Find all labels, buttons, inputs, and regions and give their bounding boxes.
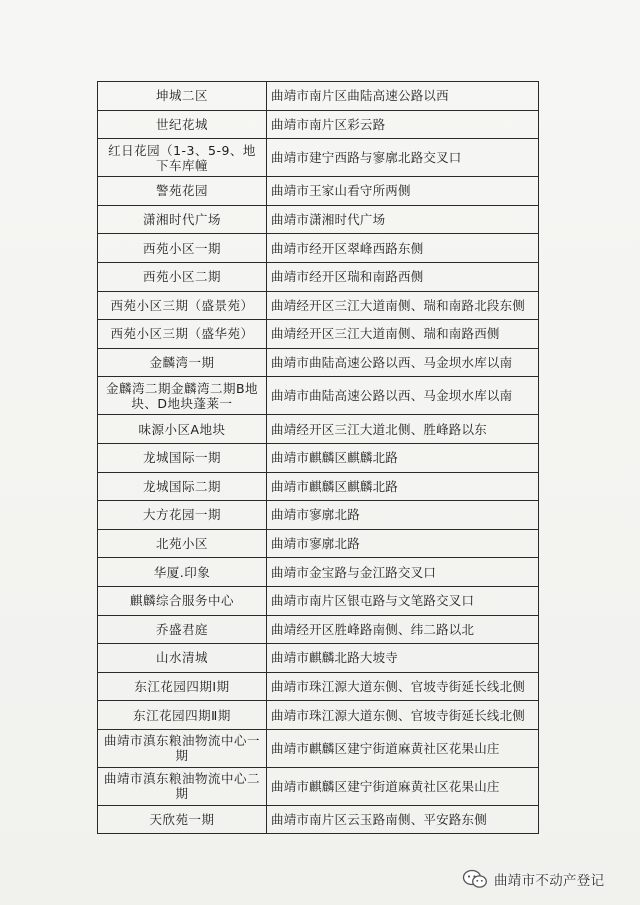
address-cell: 曲靖市王家山看守所两侧 — [267, 177, 539, 206]
table-row — [98, 110, 539, 139]
table-row — [98, 501, 539, 530]
project-name-cell: 麒麟综合服务中心 — [98, 586, 267, 615]
table-row — [98, 586, 539, 615]
project-name-cell: 东江花园四期Ⅰ期 — [98, 672, 267, 701]
project-name-cell: 金麟湾一期 — [98, 348, 267, 377]
table-row — [98, 234, 539, 263]
table-row — [98, 205, 539, 234]
table-row — [98, 82, 539, 111]
address-cell: 曲靖市珠江源大道东侧、官坡寺街延长线北侧 — [267, 701, 539, 730]
project-name-cell: 山水清城 — [98, 644, 267, 673]
address-cell: 曲靖经开区三江大道南侧、瑞和南路西侧 — [267, 320, 539, 349]
address-cell: 曲靖市建宁西路与寥廓北路交叉口 — [267, 139, 539, 177]
address-cell: 曲靖市珠江源大道东侧、官坡寺街延长线北侧 — [267, 672, 539, 701]
address-cell: 曲靖市寥廓北路 — [267, 501, 539, 530]
table-row — [98, 377, 539, 415]
project-name-cell: 红日花园（1-3、5-9、地下车库幢 — [98, 139, 267, 177]
address-cell: 曲靖市曲陆高速公路以西、马金坝水库以南 — [267, 348, 539, 377]
wechat-icon — [462, 869, 488, 889]
project-name-cell: 天欣苑一期 — [98, 805, 267, 834]
address-cell: 曲靖经开区三江大道北侧、胜峰路以东 — [267, 415, 539, 444]
table-row — [98, 320, 539, 349]
project-name-cell: 东江花园四期Ⅱ期 — [98, 701, 267, 730]
table-row — [98, 443, 539, 472]
project-name-cell: 金麟湾二期金麟湾二期B地块、D地块蓬莱一 — [98, 377, 267, 415]
project-name-cell: 潇湘时代广场 — [98, 205, 267, 234]
address-cell: 曲靖市南片区彩云路 — [267, 110, 539, 139]
project-name-cell: 华厦.印象 — [98, 558, 267, 587]
property-address-table — [97, 81, 539, 834]
table-row — [98, 767, 539, 805]
project-name-cell: 西苑小区三期（盛华苑） — [98, 320, 267, 349]
table-body — [98, 82, 539, 834]
project-name-cell: 龙城国际一期 — [98, 443, 267, 472]
table-row — [98, 139, 539, 177]
address-cell: 曲靖市麒麟区建宁街道麻黄社区花果山庄 — [267, 767, 539, 805]
table-row — [98, 672, 539, 701]
address-cell: 曲靖市经开区瑞和南路西侧 — [267, 262, 539, 291]
table-row — [98, 805, 539, 834]
table-row — [98, 558, 539, 587]
account-watermark — [462, 868, 604, 890]
table-row — [98, 291, 539, 320]
table-row — [98, 262, 539, 291]
project-name-cell: 西苑小区一期 — [98, 234, 267, 263]
project-name-cell: 世纪花城 — [98, 110, 267, 139]
project-name-cell: 警苑花园 — [98, 177, 267, 206]
project-name-cell: 曲靖市滇东粮油物流中心一期 — [98, 729, 267, 767]
table-row — [98, 644, 539, 673]
project-name-cell: 曲靖市滇东粮油物流中心二期 — [98, 767, 267, 805]
address-cell: 曲靖经开区胜峰路南侧、纬二路以北 — [267, 615, 539, 644]
address-cell: 曲靖市麒麟区麒麟北路 — [267, 472, 539, 501]
address-cell: 曲靖市南片区银屯路与文笔路交叉口 — [267, 586, 539, 615]
project-name-cell: 大方花园一期 — [98, 501, 267, 530]
address-cell: 曲靖市经开区翠峰西路东侧 — [267, 234, 539, 263]
table-row — [98, 615, 539, 644]
address-cell: 曲靖市金宝路与金江路交叉口 — [267, 558, 539, 587]
address-cell: 曲靖市潇湘时代广场 — [267, 205, 539, 234]
address-cell: 曲靖市寥廓北路 — [267, 529, 539, 558]
table-row — [98, 729, 539, 767]
table-row — [98, 529, 539, 558]
address-cell: 曲靖市曲陆高速公路以西、马金坝水库以南 — [267, 377, 539, 415]
project-name-cell: 龙城国际二期 — [98, 472, 267, 501]
table-row — [98, 348, 539, 377]
address-cell: 曲靖经开区三江大道南侧、瑞和南路北段东侧 — [267, 291, 539, 320]
project-name-cell: 味源小区A地块 — [98, 415, 267, 444]
address-cell: 曲靖市麒麟区建宁街道麻黄社区花果山庄 — [267, 729, 539, 767]
table-row — [98, 415, 539, 444]
table-row — [98, 472, 539, 501]
table-row — [98, 701, 539, 730]
project-name-cell: 西苑小区三期（盛景苑） — [98, 291, 267, 320]
project-name-cell: 北苑小区 — [98, 529, 267, 558]
address-cell: 曲靖市麒麟北路大坡寺 — [267, 644, 539, 673]
table-row — [98, 177, 539, 206]
project-name-cell: 西苑小区二期 — [98, 262, 267, 291]
address-cell: 曲靖市麒麟区麒麟北路 — [267, 443, 539, 472]
project-name-cell: 乔盛君庭 — [98, 615, 267, 644]
watermark-text: 曲靖市不动产登记 — [494, 873, 605, 889]
project-name-cell: 坤城二区 — [98, 82, 267, 111]
address-cell: 曲靖市南片区曲陆高速公路以西 — [267, 82, 539, 111]
address-cell: 曲靖市南片区云玉路南侧、平安路东侧 — [267, 805, 539, 834]
